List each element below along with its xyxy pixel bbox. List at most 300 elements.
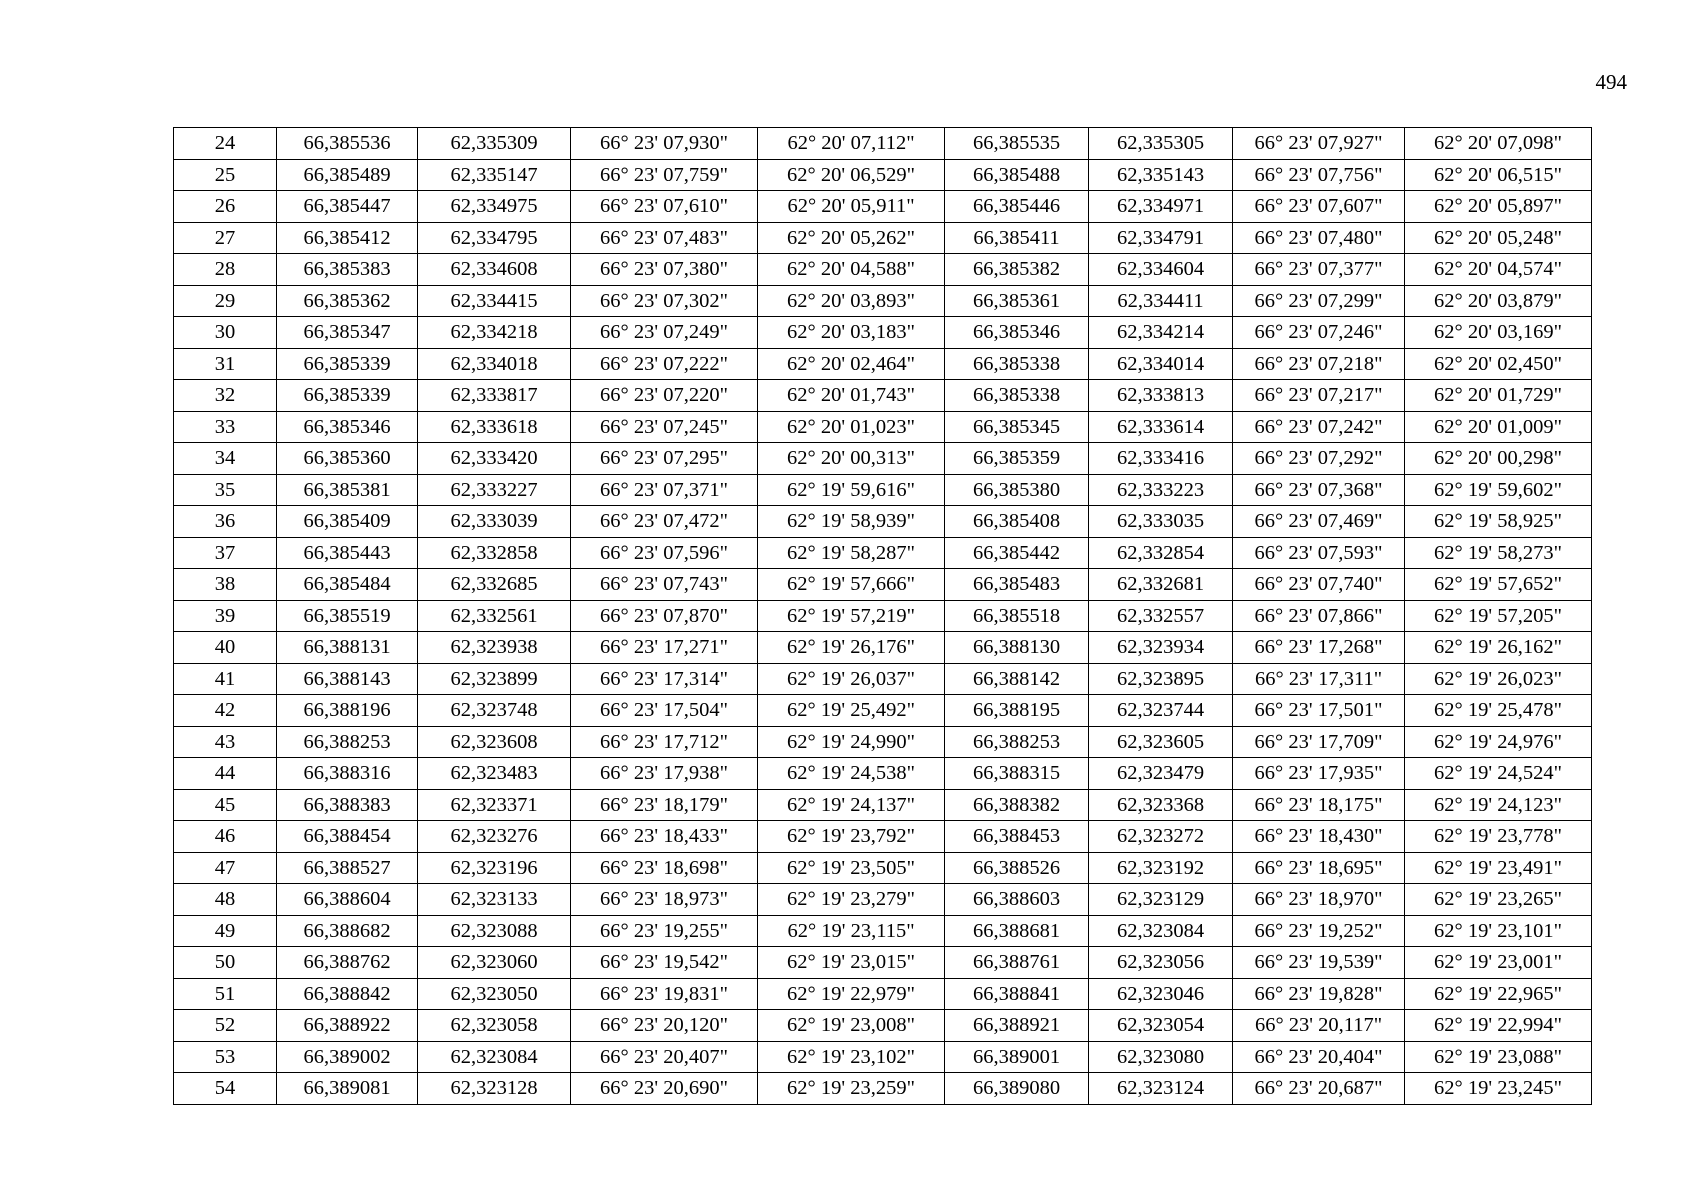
latitude-decimal-alt-cell: 66,388195 — [945, 695, 1089, 727]
longitude-decimal-cell: 62,335147 — [418, 159, 571, 191]
longitude-decimal-cell: 62,335309 — [418, 128, 571, 160]
latitude-decimal-cell: 66,385484 — [277, 569, 418, 601]
table-row — [174, 348, 1592, 380]
longitude-decimal-cell: 62,323060 — [418, 947, 571, 979]
longitude-dms-cell: 62° 19' 26,037" — [758, 663, 945, 695]
point-number-cell: 47 — [174, 852, 277, 884]
longitude-dms-cell: 62° 19' 23,008" — [758, 1010, 945, 1042]
latitude-decimal-cell: 66,385409 — [277, 506, 418, 538]
longitude-decimal-cell: 62,323133 — [418, 884, 571, 916]
table-row — [174, 726, 1592, 758]
latitude-decimal-cell: 66,388383 — [277, 789, 418, 821]
latitude-dms-alt-cell: 66° 23' 07,377" — [1233, 254, 1405, 286]
longitude-decimal-cell: 62,323371 — [418, 789, 571, 821]
longitude-decimal-alt-cell: 62,333223 — [1089, 474, 1233, 506]
latitude-dms-alt-cell: 66° 23' 17,935" — [1233, 758, 1405, 790]
longitude-dms-cell: 62° 19' 25,492" — [758, 695, 945, 727]
table-row — [174, 411, 1592, 443]
longitude-dms-cell: 62° 19' 57,219" — [758, 600, 945, 632]
longitude-dms-alt-cell: 62° 20' 07,098" — [1405, 128, 1592, 160]
longitude-dms-cell: 62° 19' 23,115" — [758, 915, 945, 947]
longitude-decimal-alt-cell: 62,334791 — [1089, 222, 1233, 254]
latitude-decimal-cell: 66,385339 — [277, 380, 418, 412]
longitude-dms-cell: 62° 20' 05,262" — [758, 222, 945, 254]
longitude-decimal-cell: 62,333817 — [418, 380, 571, 412]
latitude-decimal-alt-cell: 66,385442 — [945, 537, 1089, 569]
longitude-dms-cell: 62° 20' 01,743" — [758, 380, 945, 412]
latitude-decimal-alt-cell: 66,388453 — [945, 821, 1089, 853]
longitude-decimal-cell: 62,323483 — [418, 758, 571, 790]
longitude-dms-cell: 62° 19' 23,259" — [758, 1073, 945, 1105]
longitude-decimal-alt-cell: 62,323895 — [1089, 663, 1233, 695]
latitude-dms-cell: 66° 23' 19,542" — [571, 947, 758, 979]
latitude-decimal-alt-cell: 66,385408 — [945, 506, 1089, 538]
longitude-dms-cell: 62° 19' 58,939" — [758, 506, 945, 538]
longitude-decimal-cell: 62,334218 — [418, 317, 571, 349]
longitude-dms-alt-cell: 62° 19' 59,602" — [1405, 474, 1592, 506]
table-row — [174, 474, 1592, 506]
point-number-cell: 54 — [174, 1073, 277, 1105]
longitude-dms-alt-cell: 62° 19' 23,101" — [1405, 915, 1592, 947]
table-row — [174, 569, 1592, 601]
latitude-decimal-alt-cell: 66,388315 — [945, 758, 1089, 790]
latitude-decimal-alt-cell: 66,388681 — [945, 915, 1089, 947]
point-number-cell: 38 — [174, 569, 277, 601]
longitude-dms-cell: 62° 19' 24,137" — [758, 789, 945, 821]
latitude-decimal-cell: 66,389081 — [277, 1073, 418, 1105]
latitude-dms-cell: 66° 23' 07,371" — [571, 474, 758, 506]
longitude-dms-alt-cell: 62° 20' 00,298" — [1405, 443, 1592, 475]
table-row — [174, 128, 1592, 160]
latitude-decimal-cell: 66,385381 — [277, 474, 418, 506]
longitude-decimal-cell: 62,323938 — [418, 632, 571, 664]
longitude-dms-alt-cell: 62° 20' 02,450" — [1405, 348, 1592, 380]
latitude-dms-cell: 66° 23' 20,690" — [571, 1073, 758, 1105]
latitude-decimal-cell: 66,385536 — [277, 128, 418, 160]
latitude-decimal-cell: 66,388682 — [277, 915, 418, 947]
longitude-dms-cell: 62° 20' 03,183" — [758, 317, 945, 349]
longitude-decimal-cell: 62,323088 — [418, 915, 571, 947]
latitude-dms-alt-cell: 66° 23' 18,175" — [1233, 789, 1405, 821]
longitude-decimal-cell: 62,323084 — [418, 1041, 571, 1073]
table-row — [174, 285, 1592, 317]
table-row — [174, 947, 1592, 979]
table-row — [174, 821, 1592, 853]
table-row — [174, 852, 1592, 884]
longitude-dms-cell: 62° 19' 57,666" — [758, 569, 945, 601]
longitude-dms-alt-cell: 62° 19' 24,123" — [1405, 789, 1592, 821]
latitude-decimal-alt-cell: 66,389080 — [945, 1073, 1089, 1105]
longitude-decimal-alt-cell: 62,323479 — [1089, 758, 1233, 790]
longitude-decimal-cell: 62,334795 — [418, 222, 571, 254]
latitude-decimal-cell: 66,388316 — [277, 758, 418, 790]
point-number-cell: 44 — [174, 758, 277, 790]
longitude-decimal-alt-cell: 62,332854 — [1089, 537, 1233, 569]
latitude-dms-alt-cell: 66° 23' 20,404" — [1233, 1041, 1405, 1073]
latitude-dms-cell: 66° 23' 17,504" — [571, 695, 758, 727]
longitude-dms-alt-cell: 62° 19' 22,994" — [1405, 1010, 1592, 1042]
longitude-dms-cell: 62° 20' 00,313" — [758, 443, 945, 475]
latitude-dms-alt-cell: 66° 23' 07,299" — [1233, 285, 1405, 317]
latitude-decimal-cell: 66,388762 — [277, 947, 418, 979]
latitude-dms-cell: 66° 23' 07,472" — [571, 506, 758, 538]
longitude-dms-cell: 62° 19' 23,102" — [758, 1041, 945, 1073]
latitude-decimal-alt-cell: 66,388603 — [945, 884, 1089, 916]
point-number-cell: 33 — [174, 411, 277, 443]
longitude-decimal-cell: 62,323748 — [418, 695, 571, 727]
longitude-decimal-cell: 62,323058 — [418, 1010, 571, 1042]
longitude-dms-alt-cell: 62° 19' 58,273" — [1405, 537, 1592, 569]
latitude-decimal-alt-cell: 66,385380 — [945, 474, 1089, 506]
table-row — [174, 1010, 1592, 1042]
table-row — [174, 758, 1592, 790]
longitude-dms-alt-cell: 62° 19' 23,491" — [1405, 852, 1592, 884]
latitude-dms-alt-cell: 66° 23' 07,593" — [1233, 537, 1405, 569]
table-row — [174, 600, 1592, 632]
latitude-decimal-cell: 66,385360 — [277, 443, 418, 475]
latitude-dms-alt-cell: 66° 23' 17,709" — [1233, 726, 1405, 758]
latitude-dms-alt-cell: 66° 23' 19,539" — [1233, 947, 1405, 979]
table-row — [174, 915, 1592, 947]
point-number-cell: 27 — [174, 222, 277, 254]
latitude-dms-cell: 66° 23' 07,245" — [571, 411, 758, 443]
table-row — [174, 537, 1592, 569]
latitude-decimal-alt-cell: 66,388761 — [945, 947, 1089, 979]
latitude-dms-alt-cell: 66° 23' 07,242" — [1233, 411, 1405, 443]
longitude-dms-cell: 62° 20' 07,112" — [758, 128, 945, 160]
point-number-cell: 41 — [174, 663, 277, 695]
latitude-decimal-cell: 66,385489 — [277, 159, 418, 191]
point-number-cell: 28 — [174, 254, 277, 286]
point-number-cell: 49 — [174, 915, 277, 947]
latitude-decimal-alt-cell: 66,385382 — [945, 254, 1089, 286]
table-row — [174, 884, 1592, 916]
longitude-decimal-alt-cell: 62,323192 — [1089, 852, 1233, 884]
longitude-decimal-alt-cell: 62,333035 — [1089, 506, 1233, 538]
latitude-dms-cell: 66° 23' 18,698" — [571, 852, 758, 884]
point-number-cell: 45 — [174, 789, 277, 821]
latitude-decimal-alt-cell: 66,385535 — [945, 128, 1089, 160]
table-row — [174, 443, 1592, 475]
longitude-dms-alt-cell: 62° 20' 05,248" — [1405, 222, 1592, 254]
latitude-dms-cell: 66° 23' 18,433" — [571, 821, 758, 853]
longitude-dms-cell: 62° 19' 59,616" — [758, 474, 945, 506]
latitude-dms-alt-cell: 66° 23' 07,218" — [1233, 348, 1405, 380]
longitude-dms-alt-cell: 62° 19' 24,524" — [1405, 758, 1592, 790]
longitude-decimal-alt-cell: 62,323080 — [1089, 1041, 1233, 1073]
longitude-decimal-alt-cell: 62,323124 — [1089, 1073, 1233, 1105]
longitude-dms-alt-cell: 62° 19' 24,976" — [1405, 726, 1592, 758]
latitude-decimal-cell: 66,388131 — [277, 632, 418, 664]
latitude-decimal-cell: 66,385519 — [277, 600, 418, 632]
longitude-dms-alt-cell: 62° 19' 22,965" — [1405, 978, 1592, 1010]
longitude-decimal-alt-cell: 62,334014 — [1089, 348, 1233, 380]
table-row — [174, 380, 1592, 412]
longitude-decimal-cell: 62,334608 — [418, 254, 571, 286]
latitude-dms-alt-cell: 66° 23' 18,430" — [1233, 821, 1405, 853]
latitude-dms-alt-cell: 66° 23' 18,695" — [1233, 852, 1405, 884]
latitude-decimal-alt-cell: 66,385338 — [945, 348, 1089, 380]
longitude-dms-cell: 62° 19' 23,279" — [758, 884, 945, 916]
latitude-dms-cell: 66° 23' 17,314" — [571, 663, 758, 695]
latitude-dms-alt-cell: 66° 23' 07,927" — [1233, 128, 1405, 160]
latitude-dms-alt-cell: 66° 23' 07,217" — [1233, 380, 1405, 412]
longitude-dms-alt-cell: 62° 20' 03,169" — [1405, 317, 1592, 349]
latitude-dms-alt-cell: 66° 23' 17,268" — [1233, 632, 1405, 664]
table-row — [174, 1073, 1592, 1105]
longitude-decimal-alt-cell: 62,332557 — [1089, 600, 1233, 632]
point-number-cell: 24 — [174, 128, 277, 160]
latitude-dms-alt-cell: 66° 23' 17,501" — [1233, 695, 1405, 727]
point-number-cell: 36 — [174, 506, 277, 538]
longitude-decimal-cell: 62,332685 — [418, 569, 571, 601]
longitude-dms-cell: 62° 20' 05,911" — [758, 191, 945, 223]
longitude-dms-cell: 62° 19' 26,176" — [758, 632, 945, 664]
latitude-decimal-cell: 66,388604 — [277, 884, 418, 916]
latitude-decimal-cell: 66,388253 — [277, 726, 418, 758]
table-row — [174, 191, 1592, 223]
longitude-decimal-alt-cell: 62,334971 — [1089, 191, 1233, 223]
point-number-cell: 31 — [174, 348, 277, 380]
longitude-decimal-cell: 62,334018 — [418, 348, 571, 380]
longitude-decimal-alt-cell: 62,323368 — [1089, 789, 1233, 821]
longitude-dms-alt-cell: 62° 19' 23,265" — [1405, 884, 1592, 916]
longitude-dms-alt-cell: 62° 19' 57,652" — [1405, 569, 1592, 601]
latitude-decimal-cell: 66,385443 — [277, 537, 418, 569]
longitude-dms-cell: 62° 20' 02,464" — [758, 348, 945, 380]
longitude-decimal-cell: 62,332561 — [418, 600, 571, 632]
longitude-decimal-alt-cell: 62,335143 — [1089, 159, 1233, 191]
latitude-dms-cell: 66° 23' 18,973" — [571, 884, 758, 916]
longitude-decimal-alt-cell: 62,323056 — [1089, 947, 1233, 979]
latitude-dms-cell: 66° 23' 07,295" — [571, 443, 758, 475]
latitude-dms-cell: 66° 23' 17,938" — [571, 758, 758, 790]
latitude-decimal-alt-cell: 66,385483 — [945, 569, 1089, 601]
latitude-dms-cell: 66° 23' 07,759" — [571, 159, 758, 191]
longitude-decimal-cell: 62,323608 — [418, 726, 571, 758]
longitude-decimal-alt-cell: 62,333614 — [1089, 411, 1233, 443]
latitude-dms-cell: 66° 23' 19,831" — [571, 978, 758, 1010]
latitude-decimal-alt-cell: 66,385338 — [945, 380, 1089, 412]
point-number-cell: 52 — [174, 1010, 277, 1042]
longitude-dms-alt-cell: 62° 20' 04,574" — [1405, 254, 1592, 286]
latitude-decimal-alt-cell: 66,388130 — [945, 632, 1089, 664]
latitude-dms-cell: 66° 23' 07,380" — [571, 254, 758, 286]
table-row — [174, 789, 1592, 821]
latitude-dms-cell: 66° 23' 07,220" — [571, 380, 758, 412]
longitude-dms-alt-cell: 62° 19' 23,088" — [1405, 1041, 1592, 1073]
point-number-cell: 51 — [174, 978, 277, 1010]
latitude-decimal-cell: 66,388842 — [277, 978, 418, 1010]
longitude-decimal-cell: 62,323276 — [418, 821, 571, 853]
table-row — [174, 978, 1592, 1010]
longitude-dms-cell: 62° 19' 24,538" — [758, 758, 945, 790]
point-number-cell: 48 — [174, 884, 277, 916]
point-number-cell: 46 — [174, 821, 277, 853]
coordinates-table — [173, 127, 1592, 1105]
latitude-decimal-alt-cell: 66,388142 — [945, 663, 1089, 695]
longitude-dms-cell: 62° 19' 23,505" — [758, 852, 945, 884]
point-number-cell: 30 — [174, 317, 277, 349]
longitude-dms-alt-cell: 62° 19' 23,001" — [1405, 947, 1592, 979]
latitude-dms-alt-cell: 66° 23' 20,687" — [1233, 1073, 1405, 1105]
latitude-decimal-cell: 66,385339 — [277, 348, 418, 380]
longitude-decimal-cell: 62,334975 — [418, 191, 571, 223]
latitude-dms-alt-cell: 66° 23' 07,740" — [1233, 569, 1405, 601]
longitude-dms-alt-cell: 62° 19' 26,023" — [1405, 663, 1592, 695]
latitude-dms-alt-cell: 66° 23' 07,292" — [1233, 443, 1405, 475]
point-number-cell: 43 — [174, 726, 277, 758]
point-number-cell: 25 — [174, 159, 277, 191]
longitude-decimal-alt-cell: 62,332681 — [1089, 569, 1233, 601]
latitude-dms-cell: 66° 23' 20,120" — [571, 1010, 758, 1042]
table-row — [174, 159, 1592, 191]
longitude-decimal-cell: 62,333039 — [418, 506, 571, 538]
table-row — [174, 663, 1592, 695]
table-row — [174, 695, 1592, 727]
latitude-decimal-cell: 66,388454 — [277, 821, 418, 853]
longitude-decimal-cell: 62,333420 — [418, 443, 571, 475]
longitude-dms-cell: 62° 19' 23,015" — [758, 947, 945, 979]
latitude-decimal-cell: 66,388196 — [277, 695, 418, 727]
longitude-decimal-alt-cell: 62,334214 — [1089, 317, 1233, 349]
latitude-dms-alt-cell: 66° 23' 07,756" — [1233, 159, 1405, 191]
latitude-decimal-cell: 66,385383 — [277, 254, 418, 286]
longitude-dms-alt-cell: 62° 20' 01,009" — [1405, 411, 1592, 443]
table-body — [174, 128, 1592, 1105]
latitude-dms-cell: 66° 23' 07,870" — [571, 600, 758, 632]
longitude-decimal-alt-cell: 62,323605 — [1089, 726, 1233, 758]
point-number-cell: 53 — [174, 1041, 277, 1073]
latitude-dms-alt-cell: 66° 23' 07,866" — [1233, 600, 1405, 632]
latitude-decimal-cell: 66,385347 — [277, 317, 418, 349]
table-row — [174, 506, 1592, 538]
longitude-dms-alt-cell: 62° 19' 25,478" — [1405, 695, 1592, 727]
longitude-decimal-alt-cell: 62,334411 — [1089, 285, 1233, 317]
table-row — [174, 632, 1592, 664]
longitude-dms-alt-cell: 62° 20' 05,897" — [1405, 191, 1592, 223]
longitude-dms-alt-cell: 62° 19' 23,778" — [1405, 821, 1592, 853]
latitude-dms-alt-cell: 66° 23' 20,117" — [1233, 1010, 1405, 1042]
longitude-dms-cell: 62° 20' 01,023" — [758, 411, 945, 443]
point-number-cell: 39 — [174, 600, 277, 632]
point-number-cell: 40 — [174, 632, 277, 664]
latitude-decimal-cell: 66,385447 — [277, 191, 418, 223]
point-number-cell: 26 — [174, 191, 277, 223]
latitude-dms-cell: 66° 23' 07,483" — [571, 222, 758, 254]
latitude-dms-cell: 66° 23' 07,596" — [571, 537, 758, 569]
table-row — [174, 222, 1592, 254]
longitude-decimal-cell: 62,333618 — [418, 411, 571, 443]
longitude-decimal-cell: 62,333227 — [418, 474, 571, 506]
longitude-decimal-alt-cell: 62,323084 — [1089, 915, 1233, 947]
latitude-dms-alt-cell: 66° 23' 07,607" — [1233, 191, 1405, 223]
longitude-dms-cell: 62° 20' 04,588" — [758, 254, 945, 286]
longitude-decimal-alt-cell: 62,323046 — [1089, 978, 1233, 1010]
latitude-decimal-alt-cell: 66,388253 — [945, 726, 1089, 758]
latitude-decimal-alt-cell: 66,385345 — [945, 411, 1089, 443]
longitude-dms-alt-cell: 62° 19' 58,925" — [1405, 506, 1592, 538]
latitude-dms-cell: 66° 23' 19,255" — [571, 915, 758, 947]
longitude-decimal-alt-cell: 62,333416 — [1089, 443, 1233, 475]
latitude-dms-cell: 66° 23' 07,302" — [571, 285, 758, 317]
longitude-decimal-cell: 62,334415 — [418, 285, 571, 317]
latitude-decimal-cell: 66,385412 — [277, 222, 418, 254]
longitude-dms-alt-cell: 62° 20' 06,515" — [1405, 159, 1592, 191]
latitude-decimal-cell: 66,388527 — [277, 852, 418, 884]
longitude-decimal-alt-cell: 62,335305 — [1089, 128, 1233, 160]
latitude-decimal-cell: 66,388143 — [277, 663, 418, 695]
longitude-decimal-alt-cell: 62,334604 — [1089, 254, 1233, 286]
latitude-dms-cell: 66° 23' 07,930" — [571, 128, 758, 160]
page-number: 494 — [1595, 70, 1627, 94]
point-number-cell: 42 — [174, 695, 277, 727]
latitude-decimal-alt-cell: 66,389001 — [945, 1041, 1089, 1073]
latitude-decimal-alt-cell: 66,388841 — [945, 978, 1089, 1010]
longitude-dms-cell: 62° 19' 58,287" — [758, 537, 945, 569]
latitude-dms-alt-cell: 66° 23' 18,970" — [1233, 884, 1405, 916]
longitude-decimal-alt-cell: 62,323272 — [1089, 821, 1233, 853]
latitude-decimal-alt-cell: 66,385359 — [945, 443, 1089, 475]
point-number-cell: 50 — [174, 947, 277, 979]
latitude-dms-alt-cell: 66° 23' 17,311" — [1233, 663, 1405, 695]
longitude-decimal-cell: 62,323128 — [418, 1073, 571, 1105]
latitude-dms-cell: 66° 23' 17,271" — [571, 632, 758, 664]
longitude-dms-alt-cell: 62° 19' 26,162" — [1405, 632, 1592, 664]
longitude-dms-cell: 62° 19' 22,979" — [758, 978, 945, 1010]
longitude-dms-alt-cell: 62° 19' 57,205" — [1405, 600, 1592, 632]
latitude-decimal-cell: 66,385346 — [277, 411, 418, 443]
latitude-decimal-alt-cell: 66,385446 — [945, 191, 1089, 223]
latitude-dms-alt-cell: 66° 23' 19,828" — [1233, 978, 1405, 1010]
latitude-dms-cell: 66° 23' 07,222" — [571, 348, 758, 380]
latitude-dms-alt-cell: 66° 23' 07,246" — [1233, 317, 1405, 349]
latitude-decimal-alt-cell: 66,385518 — [945, 600, 1089, 632]
longitude-decimal-cell: 62,323899 — [418, 663, 571, 695]
longitude-decimal-cell: 62,323196 — [418, 852, 571, 884]
longitude-decimal-alt-cell: 62,323934 — [1089, 632, 1233, 664]
longitude-dms-cell: 62° 20' 06,529" — [758, 159, 945, 191]
latitude-dms-cell: 66° 23' 17,712" — [571, 726, 758, 758]
table-row — [174, 317, 1592, 349]
longitude-decimal-alt-cell: 62,323054 — [1089, 1010, 1233, 1042]
longitude-decimal-alt-cell: 62,333813 — [1089, 380, 1233, 412]
table-row — [174, 254, 1592, 286]
latitude-dms-cell: 66° 23' 07,743" — [571, 569, 758, 601]
latitude-decimal-alt-cell: 66,385361 — [945, 285, 1089, 317]
latitude-dms-alt-cell: 66° 23' 07,480" — [1233, 222, 1405, 254]
coordinates-table-container — [173, 127, 1591, 1105]
longitude-decimal-cell: 62,323050 — [418, 978, 571, 1010]
latitude-dms-alt-cell: 66° 23' 07,368" — [1233, 474, 1405, 506]
longitude-dms-cell: 62° 20' 03,893" — [758, 285, 945, 317]
latitude-decimal-alt-cell: 66,388382 — [945, 789, 1089, 821]
point-number-cell: 35 — [174, 474, 277, 506]
latitude-decimal-cell: 66,389002 — [277, 1041, 418, 1073]
longitude-dms-alt-cell: 62° 19' 23,245" — [1405, 1073, 1592, 1105]
point-number-cell: 34 — [174, 443, 277, 475]
latitude-dms-cell: 66° 23' 07,249" — [571, 317, 758, 349]
latitude-decimal-cell: 66,385362 — [277, 285, 418, 317]
longitude-dms-alt-cell: 62° 20' 03,879" — [1405, 285, 1592, 317]
latitude-decimal-alt-cell: 66,388526 — [945, 852, 1089, 884]
point-number-cell: 32 — [174, 380, 277, 412]
latitude-decimal-alt-cell: 66,385411 — [945, 222, 1089, 254]
latitude-dms-cell: 66° 23' 07,610" — [571, 191, 758, 223]
longitude-dms-alt-cell: 62° 20' 01,729" — [1405, 380, 1592, 412]
latitude-dms-alt-cell: 66° 23' 07,469" — [1233, 506, 1405, 538]
table-row — [174, 1041, 1592, 1073]
